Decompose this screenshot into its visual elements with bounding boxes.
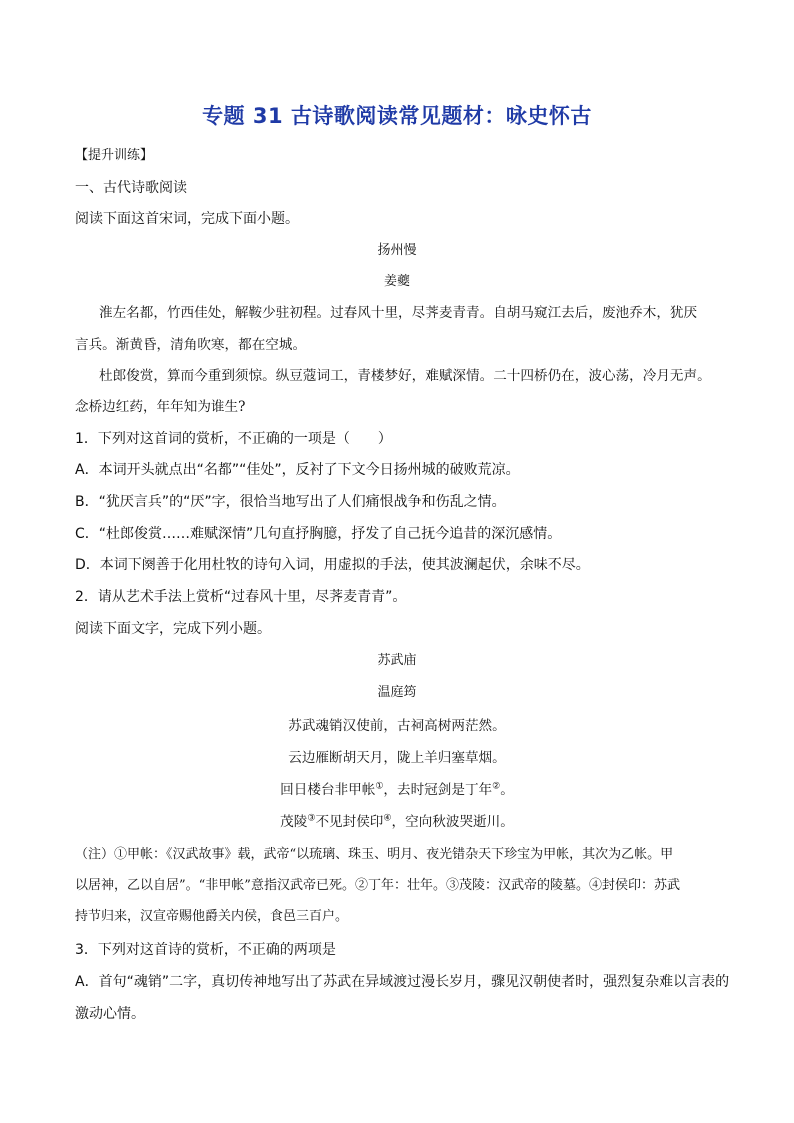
- question-1-option-d: D．本词下阕善于化用杜牧的诗句入词，用虚拟的手法，使其波澜起伏，余味不尽。: [75, 557, 590, 573]
- poem2-text: 回日楼台非甲帐: [280, 782, 376, 798]
- poem1-line: 言兵。渐黄昏，清角吹寒，都在空城。: [75, 337, 307, 353]
- passage1-instruction: 阅读下面这首宋词，完成下面小题。: [75, 211, 299, 227]
- question-3-stem: 3．下列对这首诗的赏析，不正确的两项是: [75, 942, 336, 958]
- poem2-text: 不见封侯印: [315, 814, 384, 830]
- question-1-option-b: B．“犹厌言兵”的“厌”字，很恰当地写出了人们痛恨战争和伤乱之情。: [75, 494, 506, 510]
- poem2-line: [0, 780, 794, 800]
- poem2-note: 持节归来，汉宣帝赐他爵关内侯，食邑三百户。: [75, 909, 349, 924]
- poem2-text: ，去时冠剑是丁年: [383, 782, 493, 798]
- poem2-title: 苏武庙: [377, 653, 417, 668]
- footnote-mark: ④: [383, 813, 392, 824]
- footnote-mark: ②: [492, 781, 501, 792]
- poem1-title: 扬州慢: [377, 243, 417, 258]
- section-tag: 【提升训练】: [75, 148, 154, 163]
- question-1-option-a: A．本词开头就点出“名都”“佳处”，反衬了下文今日扬州城的破败荒凉。: [75, 462, 520, 478]
- footnote-mark: ①: [375, 781, 384, 792]
- page-title: 专题 31 古诗歌阅读常见题材：咏史怀古: [202, 104, 592, 128]
- poem2-author: 温庭筠: [377, 685, 417, 700]
- poem2-text: 。: [500, 782, 514, 798]
- section-heading: 一、古代诗歌阅读: [75, 180, 187, 196]
- poem1-author: 姜夔: [383, 274, 410, 289]
- poem1-line: 淮左名都，竹西佳处，解鞍少驻初程。过春风十里，尽荠麦青青。自胡马窥江去后，废池乔木，犹厌: [99, 305, 698, 321]
- poem2-note: （注）①甲帐：《汉武故事》载，武帝“以琉璃、珠玉、明月、夜光错杂天下珍宝为甲帐，其次为乙帐。甲: [75, 847, 674, 862]
- poem2-line: 苏武魂销汉使前，古祠高树两茫然。: [288, 718, 506, 734]
- question-1-stem: 1．下列对这首词的赏析，不正确的一项是（ ）: [75, 431, 392, 447]
- question-2: 2．请从艺术手法上赏析“过春风十里，尽荠麦青青”。: [75, 589, 407, 605]
- poem2-line: [0, 812, 794, 832]
- question-3-option-a-cont: 激动心情。: [75, 1006, 145, 1022]
- question-1-option-c: C．“杜郎俊赏……难赋深情”几句直抒胸臆，抒发了自己抚今追昔的深沉感情。: [75, 526, 562, 542]
- poem2-text: ，空向秋波哭逝川。: [391, 814, 514, 830]
- question-3-option-a: A．首句“魂销”二字，真切传神地写出了苏武在异域渡过漫长岁月，骤见汉朝使者时，强烈复杂难以言表的: [75, 974, 730, 990]
- poem1-line: 杜郎俊赏，算而今重到须惊。纵豆蔻词工，青楼梦好，难赋深情。二十四桥仍在，波心荡，冷月无声。: [99, 368, 711, 384]
- passage2-instruction: 阅读下面文字，完成下列小题。: [75, 621, 271, 637]
- footnote-mark: ③: [307, 813, 316, 824]
- poem1-line: 念桥边红药，年年知为谁生?: [75, 399, 246, 415]
- poem2-line: 云边雁断胡天月，陇上羊归塞草烟。: [288, 750, 506, 766]
- poem2-note: 以居神，乙以自居”。“非甲帐”意指汉武帝已死。②丁年：壮年。③茂陵：汉武帝的陵墓。④封侯印：苏武: [75, 878, 680, 893]
- poem2-text: 茂陵: [280, 814, 308, 830]
